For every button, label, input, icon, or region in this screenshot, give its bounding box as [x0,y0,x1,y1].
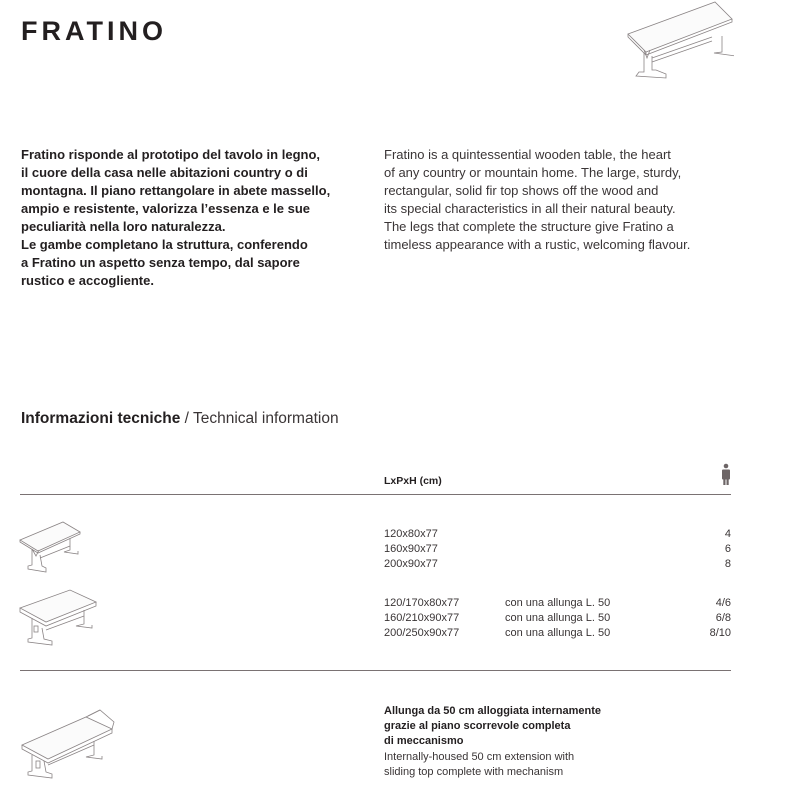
table-row [384,557,731,572]
text-line: its special characteristics in all their natural beauty. [384,201,676,216]
text-line: Fratino is a quintessential wooden table, the heart [384,147,671,162]
text-line: montagna. Il piano rettangolare in abete massello, [21,183,331,198]
extension-note: con una allunga L. 50 [505,612,611,624]
dimensions: 120x80x77 [384,528,438,540]
text-line: Le gambe completano la struttura, conferendo [21,237,308,252]
table-illustration-extension-open [18,705,116,781]
text-line: Internally-housed 50 cm extension with [384,751,575,763]
description-english [384,146,734,254]
extension-description-english [384,750,644,780]
heading-english: Technical information [192,410,339,427]
text-line: timeless appearance with a rustic, welcoming flavour. [384,237,691,252]
heading-separator: / [180,410,193,427]
text-line: The legs that complete the structure give Fratino a [384,219,674,234]
seats: 8/10 [709,627,731,639]
seats: 4 [724,528,731,540]
seats: 6/8 [715,612,731,624]
text-line: Allunga da 50 cm alloggiata internamente [384,705,601,717]
text-line: rustico e accogliente. [21,273,154,288]
text-line: ampio e resistente, valorizza l’essenza e le sue [21,201,311,216]
section-divider [20,670,731,671]
extending-size-list [384,596,731,641]
text-line: sliding top complete with mechanism [384,766,564,778]
table-row [384,611,731,626]
text-line: grazie al piano scorrevole completa [384,720,571,732]
description-italian [21,146,366,290]
text-line: Fratino risponde al prototipo del tavolo in legno, [21,147,320,162]
text-line: il cuore della casa nelle abitazioni country o di [21,165,308,180]
fixed-size-list [384,527,731,572]
table-illustration-extending [18,588,100,652]
text-line: peculiarità nella loro naturalezza. [21,219,226,234]
table-row [384,596,731,611]
table-illustration-hero [622,0,734,80]
heading-italian: Informazioni tecniche [21,410,181,427]
column-header-dimensions: LxPxH (cm) [384,475,442,487]
table-row [384,626,731,641]
dimensions: 200/250x90x77 [384,627,460,639]
product-title: FRATINO [21,16,167,46]
table-header-divider [20,494,731,495]
text-line: di meccanismo [384,735,464,747]
seats: 8 [724,558,731,570]
table-row [384,542,731,557]
extension-description-italian [384,704,644,749]
dimensions: 160x90x77 [384,543,438,555]
extension-note: con una allunga L. 50 [505,627,611,639]
dimensions: 200x90x77 [384,558,438,570]
seats: 6 [724,543,731,555]
dimensions: 120/170x80x77 [384,597,460,609]
technical-info-heading [21,410,339,428]
seats: 4/6 [715,597,731,609]
table-row [384,527,731,542]
extension-note: con una allunga L. 50 [505,597,611,609]
dimensions: 160/210x90x77 [384,612,460,624]
table-illustration-fixed [18,518,84,578]
person-icon [719,463,733,487]
text-line: of any country or mountain home. The large, sturdy, [384,165,682,180]
text-line: rectangular, solid fir top shows off the wood and [384,183,659,198]
text-line: a Fratino un aspetto senza tempo, dal sapore [21,255,300,270]
